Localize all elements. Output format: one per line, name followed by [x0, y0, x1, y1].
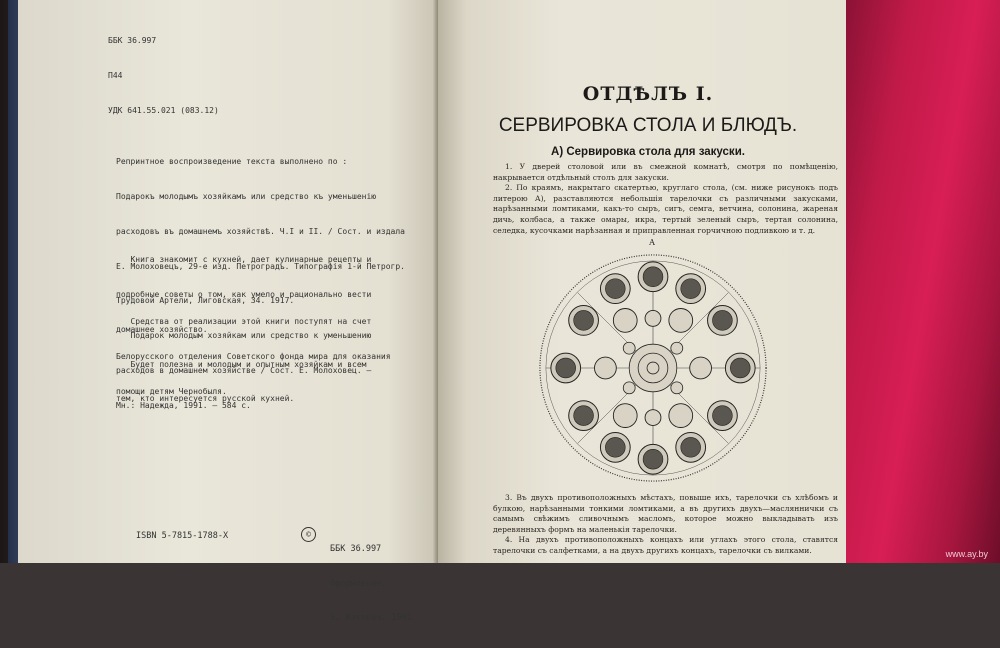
text-line: Средства от реализации этой книги поступят на счет [116, 317, 372, 327]
copyright-icon: © [301, 527, 316, 542]
figure-label: А [649, 238, 656, 247]
text-line: Будет полезна и молодым и опытным хозяйкам и всем [116, 359, 367, 369]
paragraph: 2. По краямъ, накрытаго скатертью, круглаго стола, (см. ниже рисунокъ подъ литерою А), разставляются небольшiя тарелочки съ различными закусками, нарѣзанными ломтиками, какъ-то сыръ, сигъ, семга, ветчина, солонина, жареная дичь, колбаса, а также омары, икра, тертый зеленый сыръ, тертая солонина, селедка, кусочками нарѣзанная и приправленная горчичною подливкою и т. д. [493, 183, 838, 235]
text-line: домашнее хозяйство. [116, 324, 208, 334]
section-title: ОТДѢЛЪ I. [582, 83, 714, 105]
chapter-title: СЕРВИРОВКА СТОЛА И БЛЮДЪ. [498, 115, 798, 136]
body-text-top [493, 162, 838, 236]
text-line: Э. Жакевич. 1991 [330, 613, 412, 623]
right-page [438, 0, 846, 563]
text-line: Подарокъ молодымъ хозяйкамъ или средство къ уменьшенiю [116, 191, 377, 201]
watermark: www.ay.by [945, 549, 988, 559]
paragraph: 1. У дверей столовой или въ смежной комнатѣ, смотря по помѣщенiю, накрывается отдѣльный столъ для закуски. [493, 162, 838, 182]
publisher-block [330, 521, 412, 648]
paragraph: 4. На двухъ противоположныхъ концахъ или углахъ этого стола, ставятся тарелочки съ салфетками, а на двухъ другихъ концахъ, тарелочки съ вилками. [493, 535, 838, 555]
text-line: Мн.: Надежда, 1991. – 584 с. [116, 400, 251, 410]
paragraph: 3. Въ двухъ противоположныхъ мѣстахъ, повыше ихъ, тарелочки съ хлѣбомъ и булкою, нарѣзанными тонкими ломтиками, а въ другихъ двухъ—масляннички съ самымъ свѣжимъ сливочнымъ масломъ, которое можно выкладывать изъ деревянныхъ формъ на маленькiя тарелочки. [493, 493, 838, 534]
text-line: Оформление. [330, 578, 387, 589]
subsection-title: А) Сервировка стола для закуски. [551, 146, 745, 158]
isbn: ISBN 5-7815-1788-X [136, 531, 229, 541]
body-text-bottom [493, 493, 838, 557]
classification-block [108, 12, 219, 140]
text-line: подробные советы о том, как умело и рационально вести [116, 289, 372, 299]
charity-note [116, 293, 391, 421]
text-line: Е. Молоховецъ, 29-е изд. Петроградъ. Типографiя 1-й Петрогр. [116, 261, 405, 271]
text-line: Подарок молодым хозяйкам или средство к уменьшению [116, 331, 372, 341]
text-line: ББК 36.997 [330, 544, 382, 554]
text-line: Репринтное воспроизведение текста выполнено по : [116, 157, 348, 167]
text-line: расходовъ въ домашнемъ хозяйствѣ. Ч.I и II. / Сост. и издала [116, 226, 405, 236]
table-setting-illustration [534, 249, 772, 487]
text-line: расходов в домашнем хозяйстве / Сост. Е. Молоховец. – [116, 365, 372, 375]
udk-code: УДК 641.55.021 (083.12) [108, 105, 219, 115]
bbk-code: ББК 36.997 [108, 36, 157, 46]
text-line: тем, кто интересуется русской кухней. [116, 394, 295, 404]
text-line: Книга знакомит с кухней, дает кулинарные рецепты и [116, 255, 372, 265]
author-mark: П44 [108, 70, 123, 80]
text-line: помощи детям Чернобыля. [116, 386, 227, 396]
text-line: Трудовой Артели, Лиговская, 34. 1917. [116, 296, 295, 306]
text-line: Белорусского отделения Советского фонда мира для оказания [116, 351, 391, 361]
left-page [18, 0, 438, 623]
